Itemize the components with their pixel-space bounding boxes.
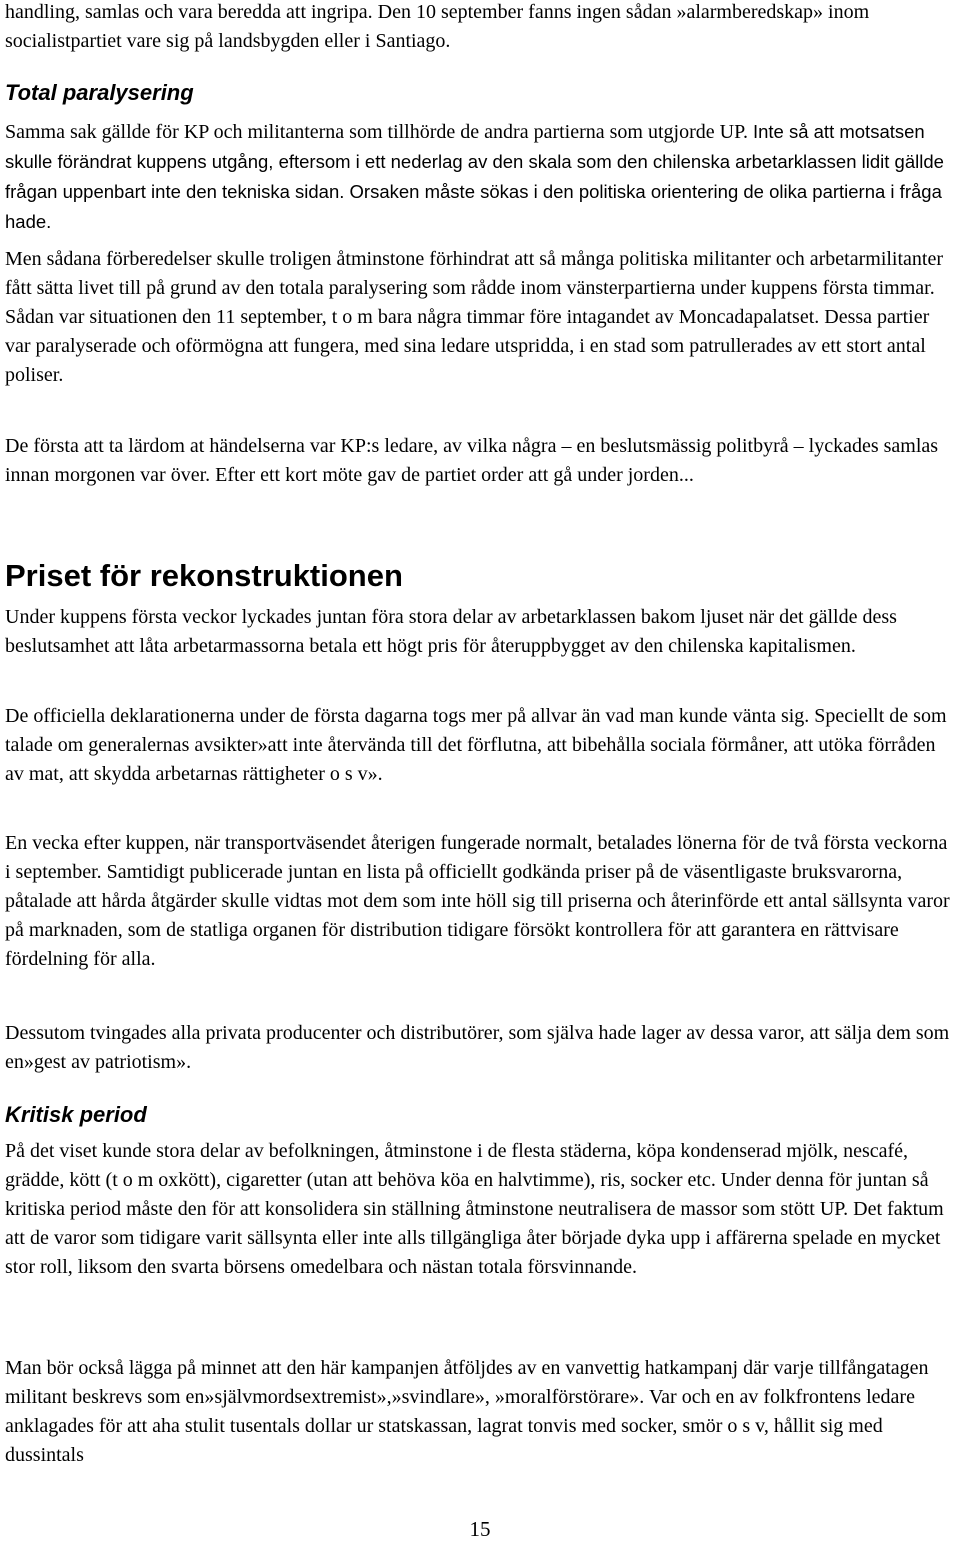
- paragraph-total-3: De första att ta lärdom at händelserna var KP:s ledare, av vilka några – en beslutsmässig politbyrå – lyckades samlas innan morgonen var över. Efter ett kort möte gav de partiet order att gå under jorden...: [5, 435, 939, 486]
- page-number: 15: [469, 1517, 491, 1541]
- paragraph-total-2: Men sådana förberedelser skulle troligen åtminstone förhindrat att så många politiska militanter och arbetarmilitanter fått sätta livet till på grund av den totala paralysering som rådde inom vänsterpartierna under kuppens första timmar. Sådan var situationen den 11 september, t o m bara några timmar före intagandet av Moncadapalatset. Dessa partier var paralyserade och oförmögna att fungera, med sina ledare utspridda, i en stad som patrullerades av ett stort antal poliser.: [5, 248, 944, 386]
- paragraph-kritisk-2: Man bör också lägga på minnet att den här kampanjen åtföljdes av en vanvettig hatkampanj där varje tillfångatagen militant beskrevs som en»självmordsextremist»,»svindlare», »moralförstörare». Var och en av folkfrontens ledare anklagades för att aha stulit tusentals dollar ur statskassan, lagrat tonvis med socker, smör o s v, hållit sig med dussintals: [5, 1357, 929, 1466]
- heading-kritisk-period: Kritisk period: [5, 1102, 147, 1127]
- paragraph-priset-1: Under kuppens första veckor lyckades juntan föra stora delar av arbetarklassen bakom ljuset när det gällde dess beslutsamhet att låta arbetarmassorna betala ett högt pris för återuppbygget av den chilenska kapitalismen.: [5, 606, 897, 657]
- paragraph-priset-2: De officiella deklarationerna under de första dagarna togs mer på allvar än vad man kunde vänta sig. Speciellt de som talade om generalernas avsikter»att inte återvända till det förflutna, att bibehålla sociala förmåner, att utöka förråden av mat, att skydda arbetarnas rättigheter o s v».: [5, 705, 947, 785]
- paragraph-kritisk-1: På det viset kunde stora delar av befolkningen, åtminstone i de flesta städerna, köpa kondenserad mjölk, nescafé, grädde, kött (t o m oxkött), cigaretter (utan att behöva köa en halvtimme), ris, socker etc. Under denna för juntan så kritiska period måste den för att konsolidera sin ställning åtminstone neutralisera de massor som stött UP. Det faktum att de varor som tidigare varit sällsynta eller inte alls tillgängliga åter började dyka upp i affärerna spelade en mycket stor roll, liksom den svarta börsens omedelbara och nästan totala försvinnande.: [5, 1140, 944, 1278]
- heading-total-paralysering: Total paralysering: [5, 80, 194, 105]
- heading-priset: Priset för rekonstruktionen: [5, 558, 403, 593]
- paragraph-priset-3: En vecka efter kuppen, när transportväsendet återigen fungerade normalt, betalades lönerna för de två första veckorna i september. Samtidigt publicerade juntan en lista på officiellt godkända priser på de väsentligaste bruksvarorna, påtalade att hårda åtgärder skulle vidtas mot dem som inte höll sig till priserna och återinförde ett antal sällsynta varor på marknaden, som de statliga organen för distribution tidigare försökt kontrollera för att garantera en rättvisare fördelning för alla.: [5, 832, 950, 970]
- paragraph-total-1-sans: Inte så att motsatsen skulle förändrat kuppens utgång, eftersom i ett nederlag av den skala som den chilenska arbetarklassen lidit gällde frågan uppenbart inte den tekniska sidan. Orsaken måste sökas i den politiska orientering de olika partierna i fråga hade.: [5, 121, 944, 232]
- paragraph-total-1: [5, 117, 955, 237]
- paragraph-priset-4: Dessutom tvingades alla privata producenter och distributörer, som själva hade lager av dessa varor, att sälja dem som en»gest av patriotism».: [5, 1022, 950, 1073]
- intro-paragraph: handling, samlas och vara beredda att ingripa. Den 10 september fanns ingen sådan »alarmberedskap» inom socialistpartiet vare sig på landsbygden eller i Santiago.: [5, 1, 870, 52]
- paragraph-total-1-lead: Samma sak gällde för KP och militanterna som tillhörde de andra partierna som utgjorde UP.: [5, 121, 748, 143]
